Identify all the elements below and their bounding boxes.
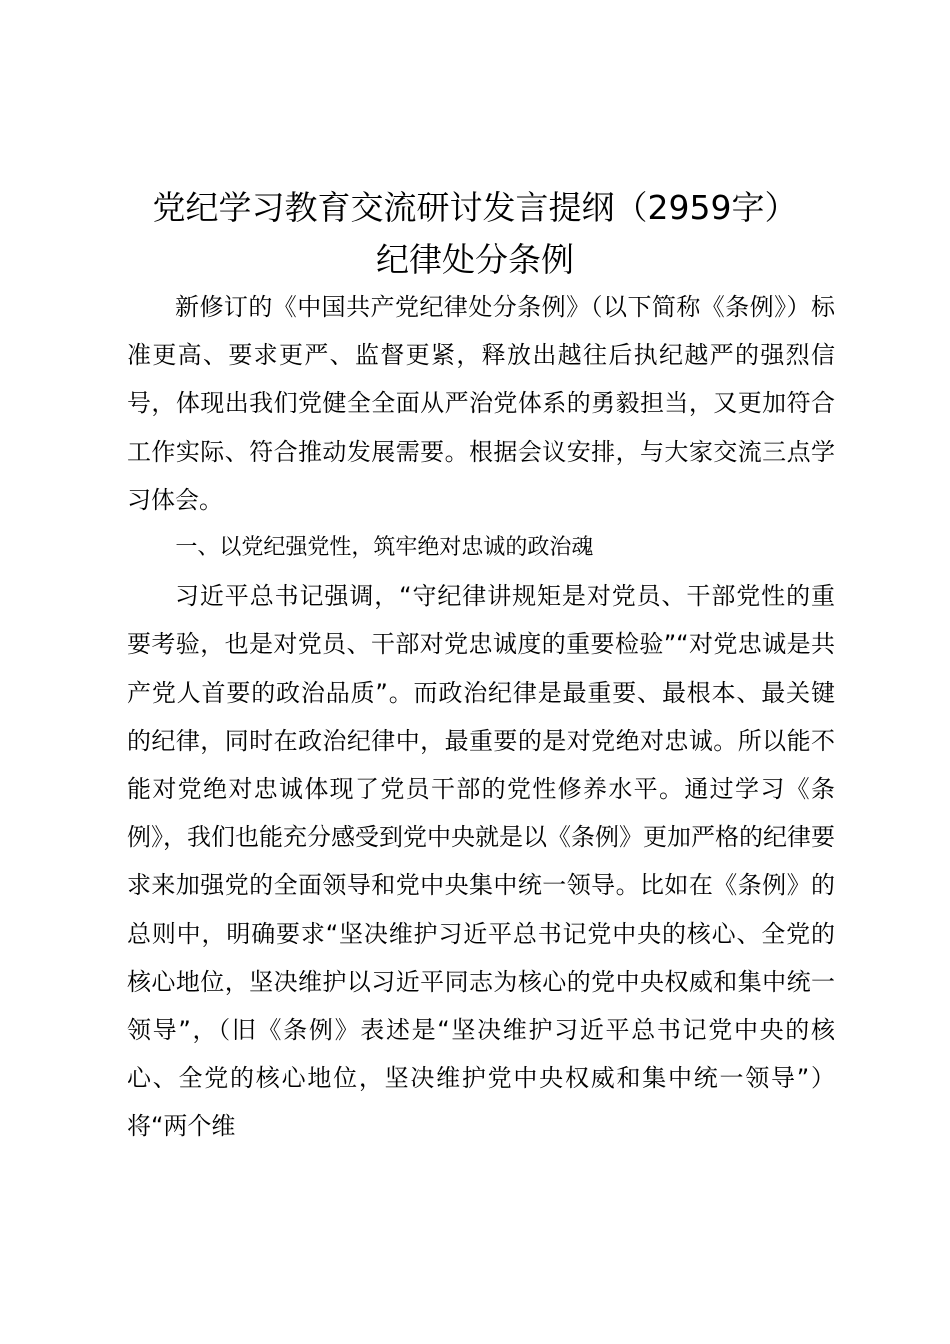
document-body <box>127 283 835 1151</box>
title-line-1: 党纪学习教育交流研讨发言提纲（2959字） <box>152 188 798 227</box>
title-line-2: 纪律处分条例 <box>376 240 574 279</box>
section-1-paragraph: 习近平总书记强调，“守纪律讲规矩是对党员、干部党性的重要考验，也是对党员、干部对党忠诚度的重要检验”“对党忠诚是共产党人首要的政治品质”。而政治纪律是最重要、最根本、最关键的纪律，同时在政治纪律中，最重要的是对党绝对忠诚。所以能不能对党绝对忠诚体现了党员干部的党性修养水平。通过学习《条例》，我们也能充分感受到党中央就是以《条例》更加严格的纪律要求来加强党的全面领导和党中央集中统一领导。比如在《条例》的总则中，明确要求“坚决维护习近平总书记党中央的核心、全党的核心地位，坚决维护以习近平同志为核心的党中央权威和集中统一领导”，（旧《条例》表述是“坚决维护习近平总书记党中央的核心、全党的核心地位，坚决维护党中央权威和集中统一领导”）将“两个维 <box>127 582 835 1141</box>
intro-paragraph: 新修订的《中国共产党纪律处分条例》（以下简称《条例》）标准更高、要求更严、监督更紧，释放出越往后执纪越严的强烈信号，体现出我们党健全全面从严治党体系的勇毅担当，又更加符合工作实际、符合推动发展需要。根据会议安排，与大家交流三点学习体会。 <box>127 293 835 514</box>
section-1-heading: 一、以党纪强党性，筑牢绝对忠诚的政治魂 <box>175 535 594 561</box>
document-title <box>0 182 950 286</box>
